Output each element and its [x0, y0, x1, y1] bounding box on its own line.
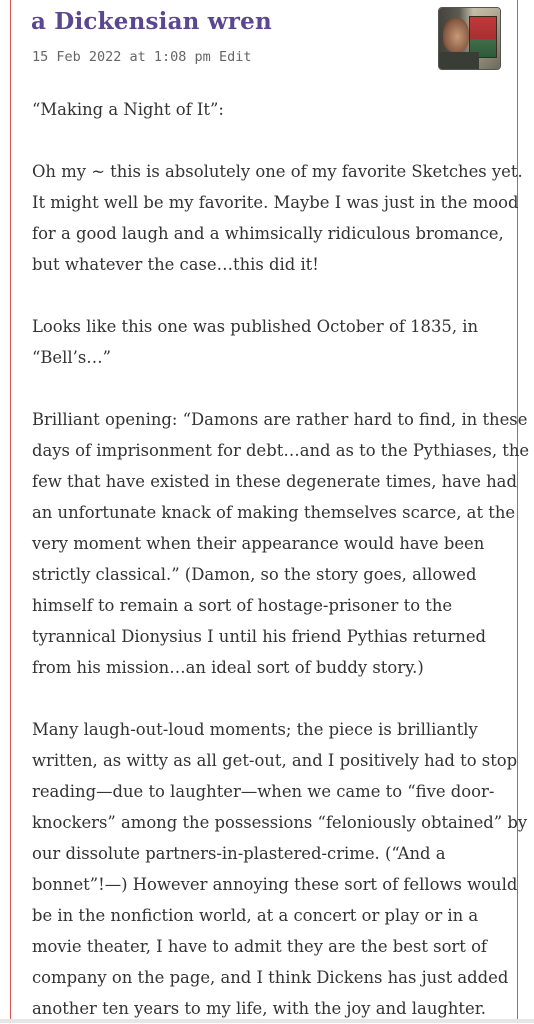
- paragraph-line: himself to remain a sort of hostage-prisoner to the: [32, 596, 453, 615]
- edit-link[interactable]: Edit: [218, 49, 252, 65]
- paragraph-line: company on the page, and I think Dickens has just added: [32, 968, 509, 987]
- comment-meta: [32, 49, 251, 65]
- paragraph-line: very moment when their appearance would have been: [32, 534, 485, 553]
- paragraph-line: It might well be my favorite. Maybe I was just in the mood: [32, 193, 519, 212]
- paragraph-line: Looks like this one was published October of 1835, in: [32, 317, 479, 336]
- paragraph-line: an unfortunate knack of making themselves scarce, at the: [32, 503, 516, 522]
- paragraph-line: Oh my ~ this is absolutely one of my favorite Sketches yet.: [32, 162, 523, 181]
- paragraph-line: be in the nonfiction world, at a concert or play or in a: [32, 906, 479, 925]
- paragraph-gap: [32, 373, 510, 404]
- paragraph-line: few that have existed in these degenerate times, have had: [32, 472, 517, 491]
- paragraph-line: Many laugh-out-loud moments; the piece is brilliantly: [32, 720, 478, 739]
- paragraph-gap: [32, 125, 510, 156]
- comment-paragraph: [32, 311, 510, 373]
- paragraph-line: strictly classical.” (Damon, so the story goes, allowed: [32, 565, 477, 584]
- comment-paragraph: [32, 156, 523, 280]
- paragraph-gap: [32, 280, 510, 311]
- paragraph-line: bonnet”!—) However annoying these sort of fellows would: [32, 875, 518, 894]
- paragraph-gap: [32, 683, 510, 714]
- paragraph-line: “Making a Night of It”:: [32, 100, 224, 119]
- paragraph-line: Brilliant opening: “Damons are rather hard to find, in these: [32, 410, 528, 429]
- paragraph-line: written, as witty as all get-out, and I positively had to stop: [32, 751, 518, 770]
- paragraph-line: “Bell’s…”: [32, 348, 111, 367]
- paragraph-line: for a good laugh and a whimsically ridiculous bromance,: [32, 224, 504, 243]
- comment-paragraph: [32, 404, 530, 683]
- paragraph-line: but whatever the case…this did it!: [32, 255, 319, 274]
- comment-paragraph: [32, 94, 510, 125]
- paragraph-line: knockers” among the possessions “feloniously obtained” by: [32, 813, 528, 832]
- paragraph-line: days of imprisonment for debt…and as to the Pythiases, the: [32, 441, 530, 460]
- avatar: [438, 7, 501, 70]
- paragraph-line: from his mission…an ideal sort of buddy story.): [32, 658, 424, 677]
- bottom-divider: [0, 1019, 534, 1023]
- paragraph-line: our dissolute partners-in-plastered-crime. (“And a: [32, 844, 446, 863]
- avatar-shirt: [439, 52, 479, 70]
- comment-author-name[interactable]: a Dickensian wren: [31, 8, 272, 35]
- avatar-face: [443, 18, 469, 52]
- paragraph-line: tyrannical Dionysius I until his friend Pythias returned: [32, 627, 487, 646]
- comment-date[interactable]: 15 Feb 2022 at 1:08 pm: [32, 49, 211, 65]
- paragraph-line: movie theater, I have to admit they are the best sort of: [32, 937, 487, 956]
- comment-body: [32, 94, 530, 1024]
- comment-paragraph: [32, 714, 528, 1024]
- paragraph-line: reading—due to laughter—when we came to “five door-: [32, 782, 495, 801]
- paragraph-line: another ten years to my life, with the joy and laughter.: [32, 999, 486, 1018]
